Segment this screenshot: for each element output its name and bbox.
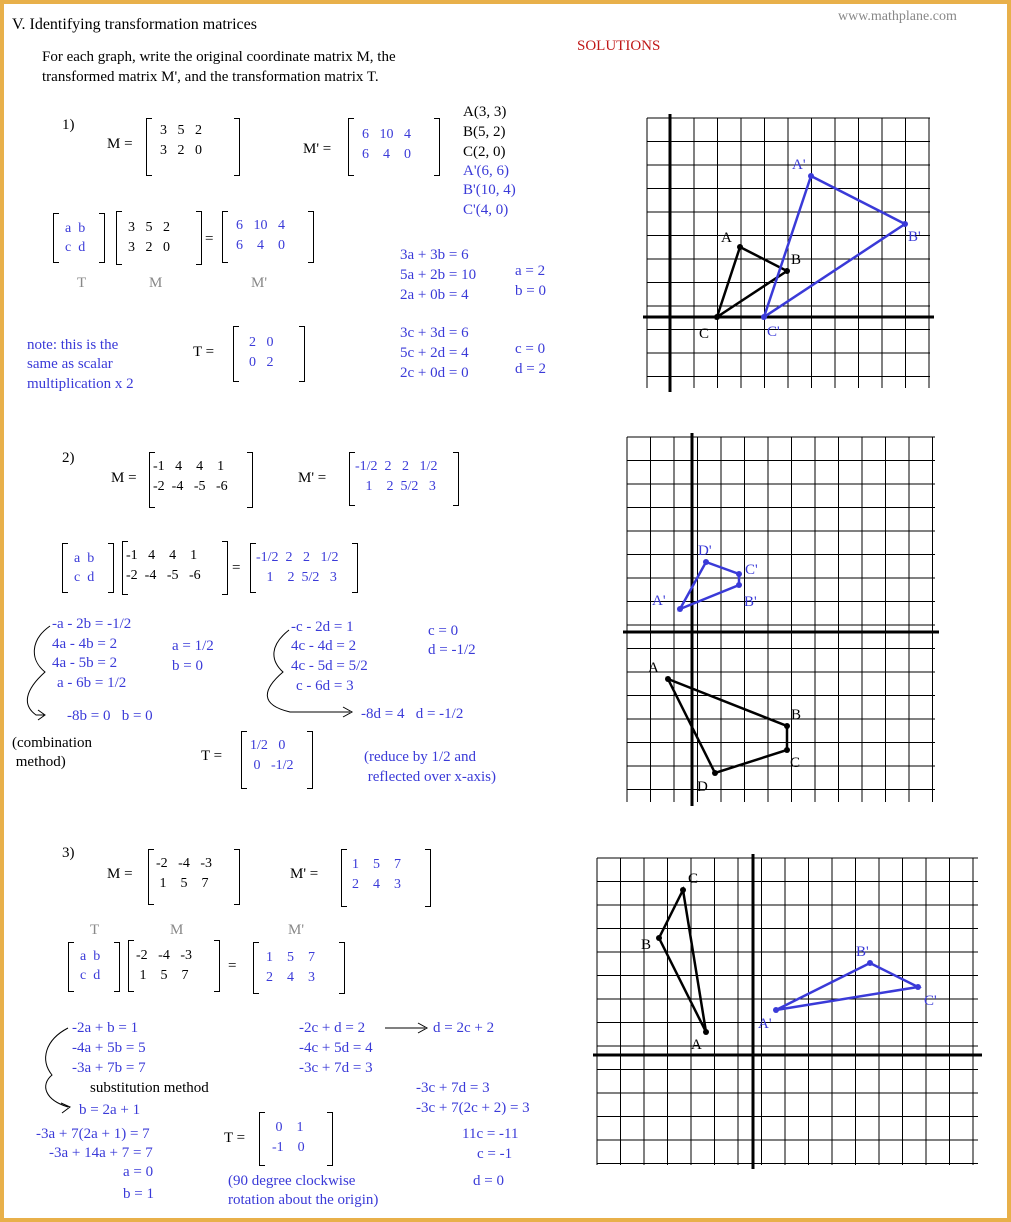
note-line: rotation about the origin) <box>228 1192 379 1208</box>
matrix-row: c d <box>65 240 86 255</box>
matrix-row: -1 0 <box>272 1140 305 1155</box>
graph-label-c-prime: C' <box>745 562 758 578</box>
graph-label-a-prime: A' <box>652 593 666 609</box>
p3-t-label: T = <box>224 1130 246 1146</box>
vertex-dot <box>680 887 686 893</box>
graph-label-c: C <box>688 871 699 887</box>
equation: 4a - 4b = 2 <box>52 636 118 652</box>
vertex-dot <box>712 770 718 776</box>
equation: 3a + 3b = 6 <box>400 247 469 263</box>
label-t: T <box>77 275 87 291</box>
point-c: C(2, 0) <box>463 144 506 160</box>
combination-result: -8b = 0 b = 0 <box>67 708 153 724</box>
matrix-row: 0 1 <box>272 1120 304 1135</box>
matrix-row: 6 10 4 <box>362 127 411 142</box>
p2-mp-label: M' = <box>298 470 327 486</box>
substitution-step: 11c = -11 <box>462 1126 519 1142</box>
solution: a = 1/2 <box>172 638 214 654</box>
equation: 5a + 2b = 10 <box>400 267 477 283</box>
point-a: A(3, 3) <box>463 104 507 120</box>
label-m: M <box>170 922 184 938</box>
equals-sign: = <box>205 231 214 247</box>
note-line: note: this is the <box>27 337 119 353</box>
matrix-row: c d <box>80 968 101 983</box>
matrix-row: -2 -4 -5 -6 <box>153 479 228 494</box>
solution: a = 2 <box>515 263 546 279</box>
combination-result: -8d = 4 d = -1/2 <box>361 706 464 722</box>
matrix-row: a b <box>65 221 86 236</box>
solution: c = 0 <box>515 341 546 357</box>
vertex-dot <box>808 173 814 179</box>
label-t: T <box>90 922 100 938</box>
graph-label-c-prime: C' <box>767 324 780 340</box>
p1-t-label: T = <box>193 344 215 360</box>
equation: -2a + b = 1 <box>72 1020 139 1036</box>
solutions-label: SOLUTIONS <box>577 38 661 54</box>
point-b: B(5, 2) <box>463 124 506 140</box>
graph-label-b: B <box>791 707 802 723</box>
vertex-dot <box>784 747 790 753</box>
matrix-row: 6 4 0 <box>236 238 285 253</box>
substitution-expression: b = 2a + 1 <box>79 1102 141 1118</box>
matrix-row: 6 4 0 <box>362 147 411 162</box>
substitution-step: -3a + 7(2a + 1) = 7 <box>36 1126 150 1142</box>
matrix-row: 2 4 3 <box>266 970 315 985</box>
equation: -3a + 7b = 7 <box>72 1060 146 1076</box>
problem-3-number: 3) <box>62 845 75 861</box>
vertex-dot <box>737 244 743 250</box>
matrix-row: -1 4 4 1 <box>153 459 225 474</box>
p2-matrix-mp <box>349 452 459 506</box>
substitution-step: -3c + 7d = 3 <box>416 1080 490 1096</box>
matrix-row: 1 5 7 <box>136 968 189 983</box>
matrix-row: 3 2 0 <box>128 240 170 255</box>
p2-matrix-m-2 <box>122 541 228 595</box>
vertex-dot <box>902 221 908 227</box>
p2-matrix-m <box>149 452 253 508</box>
p3-matrix-mp <box>341 849 431 907</box>
p2-m-label: M = <box>111 470 137 486</box>
solution: b = 1 <box>123 1186 154 1202</box>
matrix-row: 2 0 <box>249 335 274 350</box>
equals-sign: = <box>232 560 241 576</box>
p1-mp-label: M' = <box>303 141 332 157</box>
matrix-row: -2 -4 -3 <box>136 948 192 963</box>
triangle-abc-prime <box>776 963 918 1010</box>
equation: -4a + 5b = 5 <box>72 1040 146 1056</box>
equation: -4c + 5d = 4 <box>299 1040 373 1056</box>
equation: c - 6d = 3 <box>296 678 354 694</box>
graph-label-a: A <box>721 230 732 246</box>
matrix-row: 1/2 0 <box>250 738 286 753</box>
triangle-abc <box>659 890 706 1032</box>
site-name: www.mathplane.com <box>838 9 957 24</box>
method-label: method) <box>12 754 66 770</box>
vertex-dot <box>665 676 671 682</box>
p2-t-label: T = <box>201 748 223 764</box>
equation: -c - 2d = 1 <box>291 619 354 635</box>
vertex-dot <box>773 1007 779 1013</box>
equation: -2c + d = 2 <box>299 1020 366 1036</box>
equation: a - 6b = 1/2 <box>57 675 127 691</box>
note-line: reflected over x-axis) <box>364 769 497 785</box>
equation: 2a + 0b = 4 <box>400 287 469 303</box>
quad-abcd <box>668 679 787 773</box>
note-line: (90 degree clockwise <box>228 1173 356 1189</box>
matrix-row: a b <box>80 949 101 964</box>
substitution-arrow <box>46 1028 68 1107</box>
graph-label-c-prime: C' <box>924 993 937 1009</box>
matrix-row: 1 5 7 <box>352 857 401 872</box>
p1-m-label: M = <box>107 136 133 152</box>
instructions-line-2: transformed matrix M', and the transformation matrix T. <box>42 69 379 85</box>
p2-matrix-mp-2 <box>250 543 358 593</box>
solution: d = -1/2 <box>428 642 476 658</box>
label-m: M <box>149 275 163 291</box>
p2-matrix-t-var <box>62 543 114 593</box>
vertex-dot <box>714 314 720 320</box>
graph-label-b-prime: B' <box>744 594 757 610</box>
substitution-step: d = 0 <box>473 1173 504 1189</box>
matrix-row: 2 4 3 <box>352 877 401 892</box>
matrix-row: c d <box>74 570 95 585</box>
matrix-row: -2 -4 -5 -6 <box>126 568 201 583</box>
equation: 4c - 4d = 2 <box>291 638 357 654</box>
matrix-row: -2 -4 -3 <box>156 856 212 871</box>
matrix-row: -1/2 2 2 1/2 <box>256 550 339 565</box>
instructions-line-1: For each graph, write the original coordinate matrix M, the <box>42 49 396 65</box>
solution: c = 0 <box>428 623 459 639</box>
vertex-dot <box>736 582 742 588</box>
vertex-dot <box>703 1029 709 1035</box>
vertex-dot <box>677 606 683 612</box>
problem-2-number: 2) <box>62 450 75 466</box>
point-c-prime: C'(4, 0) <box>463 202 509 218</box>
substitution-step: -3a + 14a + 7 = 7 <box>49 1145 153 1161</box>
note-line: multiplication x 2 <box>27 376 134 392</box>
p3-m-label: M = <box>107 866 133 882</box>
graph-label-a: A <box>691 1037 702 1053</box>
p3-matrix-mp-2 <box>253 942 345 994</box>
method-label: (combination <box>12 735 92 751</box>
matrix-row: 0 2 <box>249 355 274 370</box>
graph-label-a: A <box>648 660 659 676</box>
label-mp: M' <box>288 922 305 938</box>
equation: -3c + 7d = 3 <box>299 1060 373 1076</box>
equals-sign: = <box>228 958 237 974</box>
label-mp: M' <box>251 275 268 291</box>
equation: 4a - 5b = 2 <box>52 655 118 671</box>
vertex-dot <box>867 960 873 966</box>
note-line: same as scalar <box>27 356 113 372</box>
solution: b = 0 <box>172 658 203 674</box>
p2-matrix-t <box>241 731 313 789</box>
matrix-row: 3 5 2 <box>128 220 170 235</box>
matrix-row: 1 5 7 <box>266 950 315 965</box>
method-label: substitution method <box>90 1080 209 1096</box>
equation: 4c - 5d = 5/2 <box>291 658 368 674</box>
graph-label-b: B <box>791 252 802 268</box>
matrix-row: 6 10 4 <box>236 218 285 233</box>
graph-label-c: C <box>790 755 801 771</box>
vertex-dot <box>656 935 662 941</box>
p3-matrix-t-var <box>68 942 120 992</box>
matrix-row: 1 2 5/2 3 <box>256 570 337 585</box>
equation: 2c + 0d = 0 <box>400 365 469 381</box>
graph-label-c: C <box>699 326 710 342</box>
vertex-dot <box>915 984 921 990</box>
substitution-step: -3c + 7(2c + 2) = 3 <box>416 1100 530 1116</box>
p3-matrix-m <box>148 849 240 905</box>
matrix-row: a b <box>74 551 95 566</box>
vertex-dot <box>703 559 709 565</box>
vertex-dot <box>736 571 742 577</box>
graph-label-d: D <box>697 779 708 795</box>
matrix-row: 1 2 5/2 3 <box>355 479 436 494</box>
point-b-prime: B'(10, 4) <box>463 182 516 198</box>
matrix-row: 3 5 2 <box>160 123 202 138</box>
graph-label-a-prime: A' <box>792 157 806 173</box>
matrix-row: 3 2 0 <box>160 143 202 158</box>
matrix-row: -1/2 2 2 1/2 <box>355 459 438 474</box>
matrix-row: 1 5 7 <box>156 876 209 891</box>
solution: b = 0 <box>515 283 546 299</box>
graph-label-b: B <box>641 937 652 953</box>
problem-1-number: 1) <box>62 117 75 133</box>
matrix-row: -1 4 4 1 <box>126 548 198 563</box>
substitution-step: c = -1 <box>477 1146 513 1162</box>
graph-label-d-prime: D' <box>698 543 712 559</box>
vertex-dot <box>784 268 790 274</box>
solution: d = 2 <box>515 361 546 377</box>
vertex-dot <box>761 314 767 320</box>
graph-label-b-prime: B' <box>856 944 869 960</box>
page-title: V. Identifying transformation matrices <box>12 16 257 33</box>
p3-mp-label: M' = <box>290 866 319 882</box>
note-line: (reduce by 1/2 and <box>364 749 477 765</box>
p3-matrix-m-2 <box>128 940 220 992</box>
combination-arrow <box>27 626 50 715</box>
matrix-row: 0 -1/2 <box>250 758 294 773</box>
equation: -a - 2b = -1/2 <box>52 616 132 632</box>
graph-label-b-prime: B' <box>908 229 921 245</box>
point-a-prime: A'(6, 6) <box>463 163 510 179</box>
solution: a = 0 <box>123 1164 154 1180</box>
vertex-dot <box>784 723 790 729</box>
p3-matrix-t <box>259 1112 333 1166</box>
equation: 5c + 2d = 4 <box>400 345 469 361</box>
graph-label-a-prime: A' <box>758 1016 772 1032</box>
substitution-expression: d = 2c + 2 <box>433 1020 495 1036</box>
equation: 3c + 3d = 6 <box>400 325 469 341</box>
